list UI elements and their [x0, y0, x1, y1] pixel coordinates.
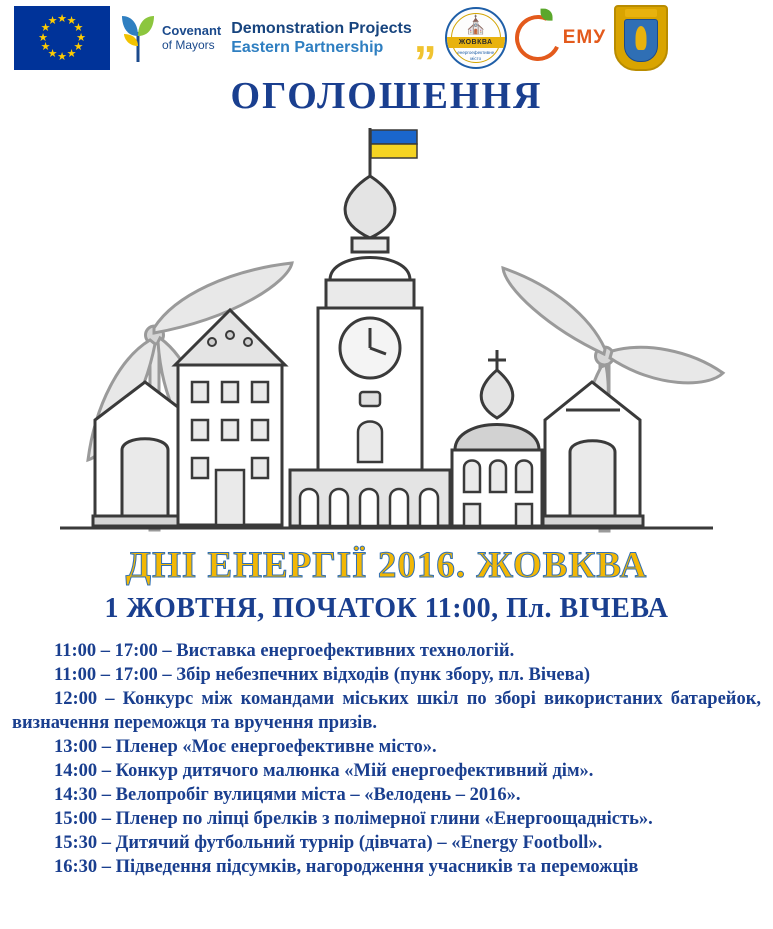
event-title: ДНІ ЕНЕРГІЇ 2016. ЖОВКВА	[125, 545, 648, 586]
crown-shape	[625, 9, 657, 17]
programme-item: 14:00 – Конкур дитячого малюнка «Мій енергоефективний дім».	[54, 761, 594, 781]
emu-text: ЕМУ	[562, 27, 607, 48]
flag-lower	[371, 144, 417, 158]
eu-star-icon: ★	[40, 41, 51, 53]
figure-shape	[636, 26, 647, 50]
emu-logo	[515, 15, 606, 61]
programme-item: 12:00 – Конкурс між командами міських шкіл по зборі використаних батарейок, визначення переможця та вручення призів.	[12, 689, 761, 733]
programme-list	[12, 639, 761, 879]
covenant-text	[162, 23, 221, 53]
logo-strip	[0, 0, 773, 72]
city-illustration	[0, 120, 773, 540]
quote-mark-icon: „	[413, 10, 437, 62]
covenant-line2: of Mayors	[162, 38, 215, 52]
clock-tower-building	[290, 128, 450, 526]
programme-item: 15:00 – Пленер по ліпці брелків з полімерної глини «Енергоощадність».	[54, 809, 653, 829]
eu-star-icon: ★	[66, 15, 77, 28]
programme-item: 15:30 – Дитячий футбольний турнір (дівчата) – «Energy Footboll».	[54, 833, 603, 853]
eu-flag-icon	[14, 6, 110, 70]
church-building	[452, 350, 542, 526]
eu-star-icon: ★	[73, 22, 84, 34]
programme-item: 11:00 – 17:00 – Збір небезпечних відходів (пунк збору, пл. Вічева)	[54, 665, 591, 685]
demonstration-projects-logo	[231, 10, 437, 62]
leaf-icon	[540, 9, 552, 21]
zhovkva-sub-text: енергоефективне місто	[457, 50, 495, 61]
eu-star-icon: ★	[47, 15, 58, 28]
zhovkva-band-text: ЖОВКВА	[447, 37, 505, 48]
eu-star-icon: ★	[66, 47, 77, 60]
shield-shape	[624, 19, 658, 62]
coat-of-arms-icon	[614, 5, 668, 71]
flag-upper	[371, 130, 417, 144]
eu-star-icon: ★	[47, 47, 58, 60]
covenant-leaf-icon	[118, 12, 158, 64]
demo-projects-line1: Demonstration Projects	[231, 20, 412, 37]
emu-circle-icon	[508, 9, 567, 68]
eu-star-icon: ★	[57, 12, 67, 25]
eu-star-icon: ★	[57, 50, 67, 63]
eu-star-icon: ★	[76, 31, 86, 44]
eu-star-icon: ★	[40, 22, 51, 34]
programme-item: 11:00 – 17:00 – Виставка енергоефективних технологій.	[54, 641, 515, 661]
programme-item: 14:30 – Велопробіг вулицями міста – «Велодень – 2016».	[54, 785, 521, 805]
event-subtitle: 1 ЖОВТНЯ, ПОЧАТОК 11:00, Пл. ВІЧЕВА	[104, 593, 669, 624]
church-icon: ⛪	[464, 15, 487, 35]
programme-item: 13:00 – Пленер «Моє енергоефективне місто».	[54, 737, 437, 757]
right-gate-building	[543, 382, 643, 526]
demo-projects-line2: Eastern Partnership	[231, 39, 384, 56]
covenant-leaf-svg	[118, 12, 158, 64]
eu-star-icon: ★	[73, 41, 84, 53]
eu-star-icon: ★	[38, 31, 48, 44]
page-title: ОГОЛОШЕННЯ	[230, 75, 543, 117]
covenant-line1: Covenant	[162, 23, 222, 38]
covenant-of-mayors-logo	[118, 12, 221, 64]
left-tower-building	[175, 310, 285, 525]
zhovkva-city-logo	[445, 7, 507, 69]
programme-item: 16:30 – Підведення підсумків, нагородження учасників та переможців	[54, 857, 639, 877]
